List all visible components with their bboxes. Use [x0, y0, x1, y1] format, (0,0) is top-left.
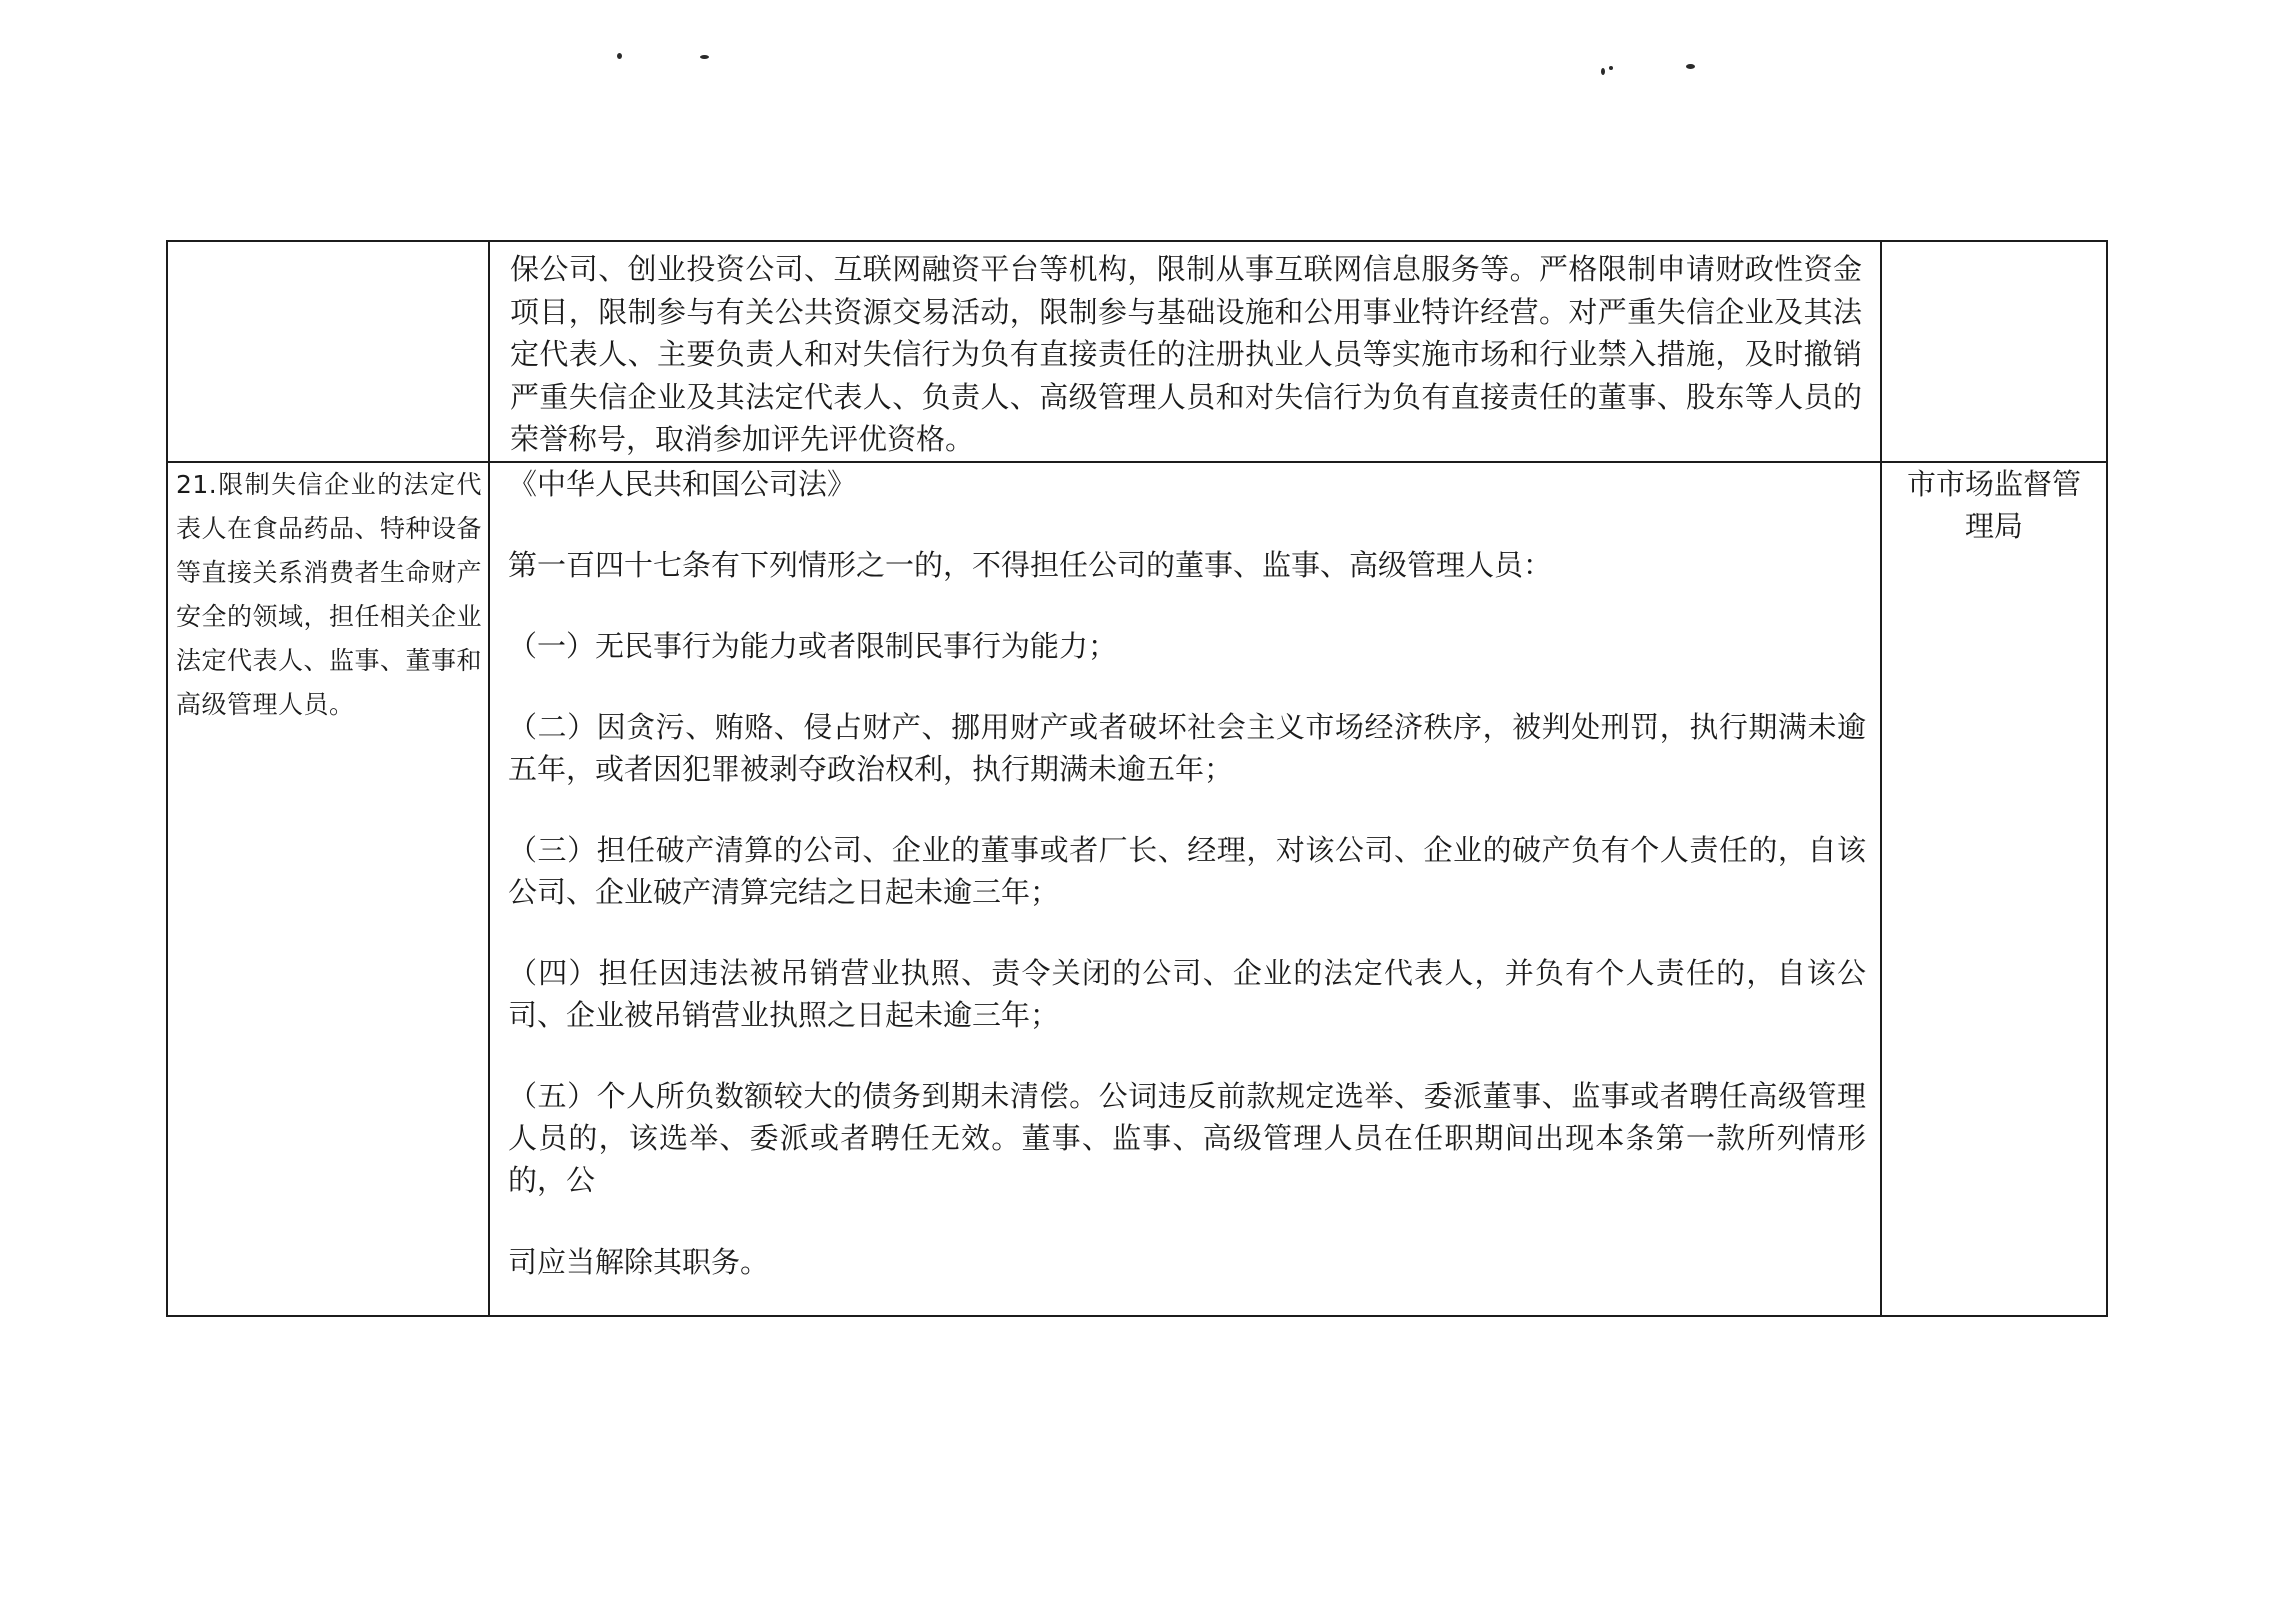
clause-4: （四）担任因违法被吊销营业执照、责令关闭的公司、企业的法定代表人，并负有个人责任的，自该公司、企业被吊销营业执照之日起未逾三年；	[508, 955, 1866, 1032]
item-cell	[167, 462, 489, 1316]
item-cell-empty	[167, 241, 489, 462]
scan-speck	[1686, 64, 1695, 69]
content-cell	[489, 241, 1881, 462]
scan-speck	[617, 53, 622, 59]
scan-speck	[700, 55, 709, 59]
clause-2: （二）因贪污、贿赂、侵占财产、挪用财产或者破坏社会主义市场经济秩序，被判处刑罚，执行期满未逾五年，或者因犯罪被剥夺政治权利，执行期满未逾五年；	[508, 709, 1866, 786]
continued-measures-text: 保公司、创业投资公司、互联网融资平台等机构，限制从事互联网信息服务等。严格限制申请财政性资金项目，限制参与有关公共资源交易活动，限制参与基础设施和公用事业特许经营。对严重失信企业及其法定代表人、主要负责人和对失信行为负有直接责任的注册执业人员等实施市场和行业禁入措施，及时撤销严重失信企业及其法定代表人、负责人、高级管理人员和对失信行为负有直接责任的董事、股东等人员的荣誉称号，取消参加评先评优资格。	[510, 252, 1862, 456]
scan-speck	[1601, 68, 1605, 75]
clause-3: （三）担任破产清算的公司、企业的董事或者厂长、经理，对该公司、企业的破产负有个人责任的，自该公司、企业破产清算完结之日起未逾三年；	[508, 832, 1866, 909]
department-cell	[1881, 462, 2107, 1316]
item-21-text: 21.限制失信企业的法定代表人在食品药品、特种设备等直接关系消费者生命财产安全的领域，担任相关企业法定代表人、监事、董事和高级管理人员。	[176, 469, 483, 719]
department-cell-empty	[1881, 241, 2107, 462]
article-147: 第一百四十七条有下列情形之一的，不得担任公司的董事、监事、高级管理人员：	[508, 547, 1553, 582]
department-name: 市市场监督管理局	[1906, 466, 2081, 543]
law-title: 《中华人民共和国公司法》	[508, 466, 857, 501]
scan-speck	[1609, 66, 1613, 70]
table-row	[167, 462, 2107, 1316]
credit-measures-table	[166, 240, 2108, 1317]
table-row	[167, 241, 2107, 462]
legal-basis-text	[490, 463, 1880, 1283]
legal-basis-cell	[489, 462, 1881, 1316]
clause-1: （一）无民事行为能力或者限制民事行为能力；	[508, 628, 1118, 663]
clause-5: （五）个人所负数额较大的债务到期未清偿。公词违反前款规定选举、委派董事、监事或者聘任高级管理人员的，该选举、委派或者聘任无效。董事、监事、高级管理人员在任职期间出现本条第一款所列情形的，公	[508, 1078, 1866, 1197]
clause-5-continued: 司应当解除其职务。	[508, 1244, 770, 1279]
